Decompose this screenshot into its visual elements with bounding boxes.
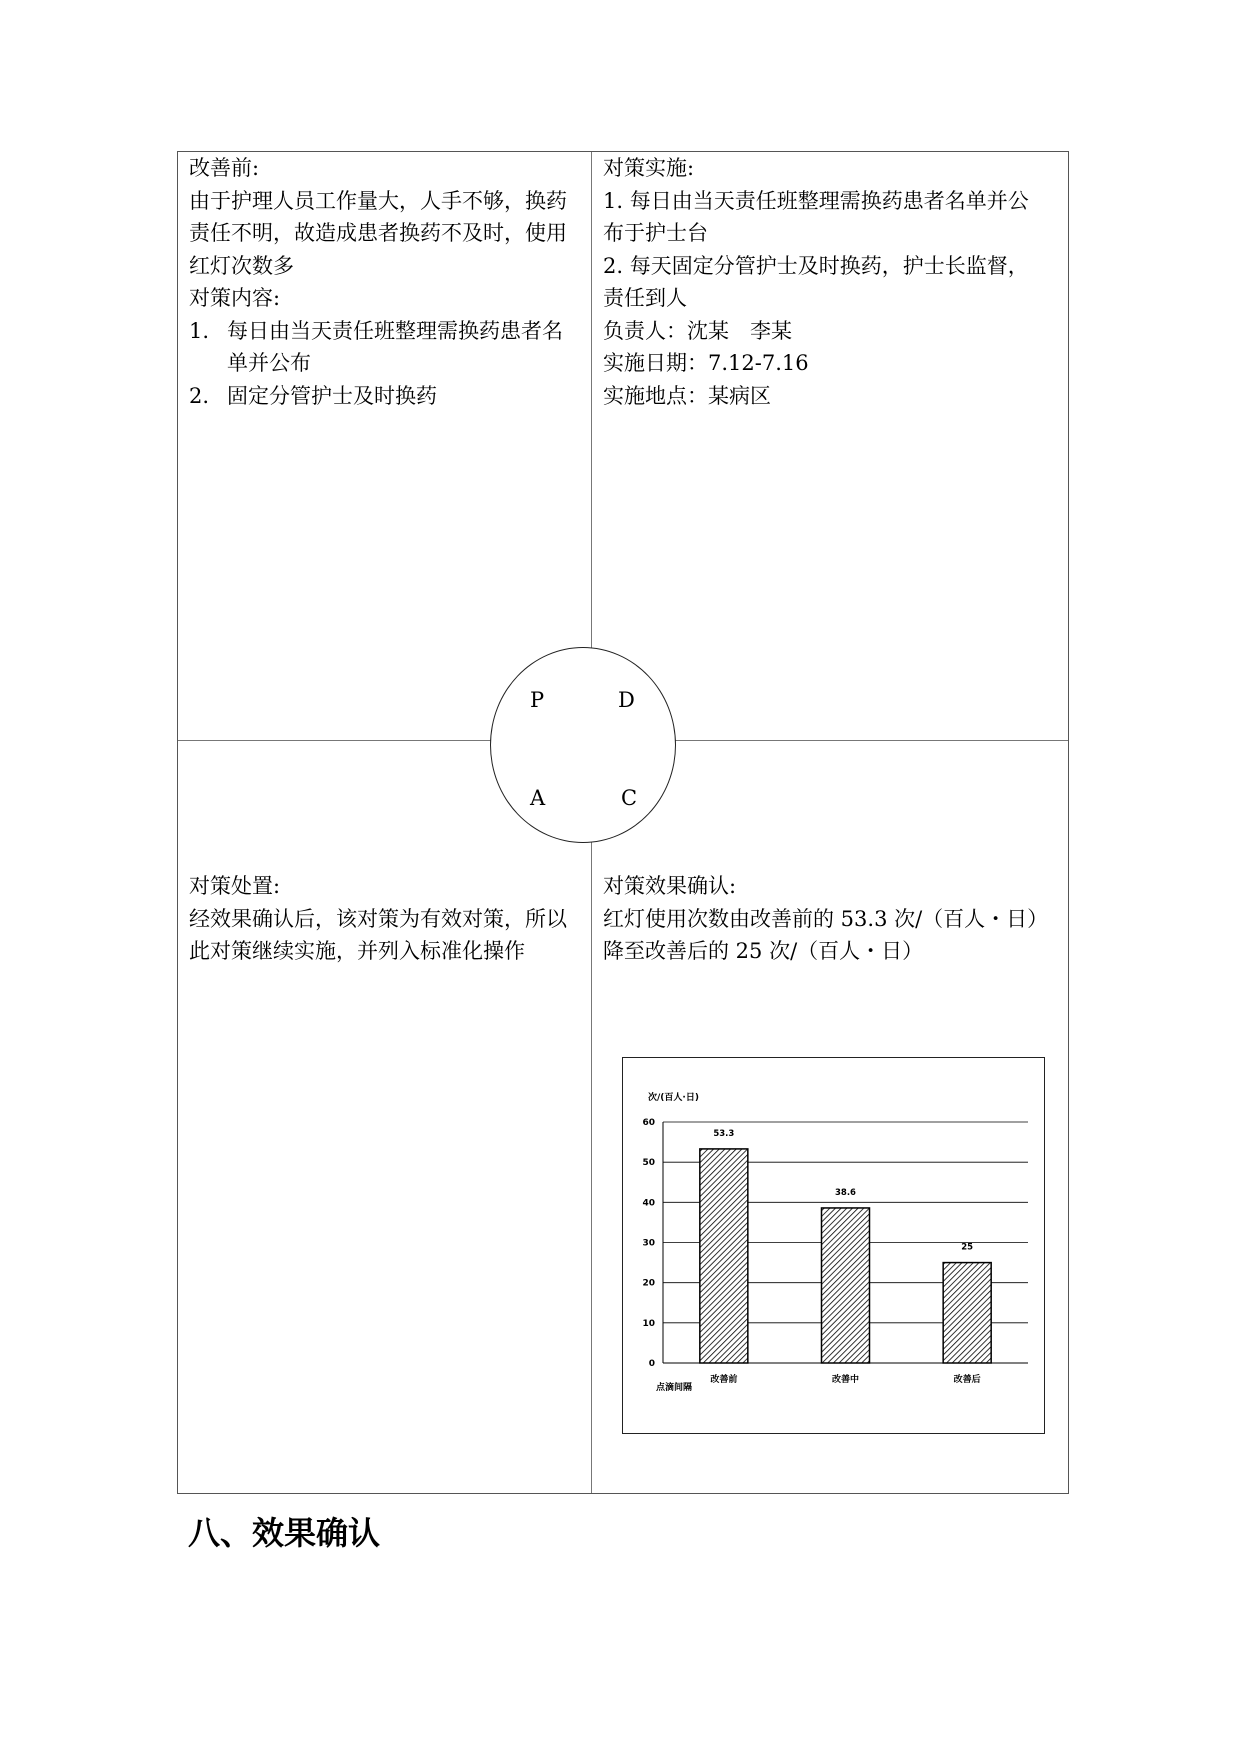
pdca-circle	[490, 647, 676, 843]
do-title: 对策实施:	[603, 156, 695, 180]
section-heading: 八、效果确认	[188, 1514, 381, 1552]
bar	[700, 1149, 748, 1363]
y-axis-label: 次/(百人·日)	[648, 1093, 699, 1103]
y-tick-label: 30	[642, 1238, 655, 1249]
y-tick-label: 0	[648, 1359, 655, 1369]
check-cell	[603, 870, 1063, 968]
do-line: 1. 每日由当天责任班整理需换药患者名单并公	[603, 188, 1029, 213]
bar	[822, 1208, 870, 1363]
x-axis-label: 点滴间隔	[656, 1383, 693, 1393]
pdca-c-label: C	[621, 786, 638, 810]
pdca-p-label: P	[530, 688, 545, 712]
do-responsible: 负责人：沈某 李某	[603, 318, 792, 343]
do-line: 布于护士台	[603, 221, 708, 245]
measure-line: 固定分管护士及时换药	[227, 383, 437, 408]
do-cell	[603, 152, 1063, 412]
plan-line: 由于护理人员工作量大，人手不够，换药	[189, 188, 567, 213]
measures-list	[189, 315, 584, 413]
do-line: 2. 每天固定分管护士及时换药，护士长监督，	[603, 253, 1029, 278]
bar	[943, 1263, 991, 1363]
measure-item	[189, 315, 584, 380]
act-line: 经效果确认后，该对策为有效对策，所以	[189, 906, 567, 931]
plan-line: 红灯次数多	[189, 253, 294, 278]
bar-value-label: 38.6	[835, 1187, 856, 1198]
act-line: 此对策继续实施，并列入标准化操作	[189, 939, 525, 963]
bar-value-label: 53.3	[713, 1128, 735, 1139]
x-tick-label: 改善后	[953, 1375, 981, 1385]
measure-line: 单并公布	[227, 351, 311, 375]
measures-title: 对策内容:	[189, 286, 281, 310]
y-tick-label: 50	[642, 1158, 655, 1169]
plan-title: 改善前:	[189, 156, 260, 180]
do-location: 实施地点：某病区	[603, 383, 771, 408]
bar-value-label: 25	[961, 1242, 974, 1253]
measure-line: 每日由当天责任班整理需换药患者名	[227, 318, 563, 343]
plan-line: 责任不明，故造成患者换药不及时，使用	[189, 221, 567, 245]
bar-chart	[622, 1057, 1045, 1434]
check-line: 降至改善后的 25 次/（百人・日）	[603, 939, 924, 963]
measure-number: 1.	[189, 318, 210, 343]
y-tick-label: 40	[642, 1198, 655, 1209]
check-title: 对策效果确认:	[603, 874, 737, 898]
bar-chart-svg	[623, 1058, 1046, 1435]
x-tick-label: 改善中	[831, 1375, 860, 1385]
pdca-a-label: A	[530, 786, 546, 810]
y-tick-label: 60	[642, 1118, 655, 1128]
x-tick-label: 改善前	[710, 1375, 738, 1385]
do-date: 实施日期：7.12-7.16	[603, 351, 809, 375]
act-title: 对策处置:	[189, 874, 281, 898]
y-tick-label: 10	[642, 1318, 655, 1329]
act-cell	[189, 870, 584, 968]
pdca-d-label: D	[618, 688, 635, 712]
check-line: 红灯使用次数由改善前的 53.3 次/（百人・日）	[603, 906, 1049, 931]
measure-item	[189, 380, 584, 413]
chart-plot-area	[642, 1118, 1028, 1385]
y-tick-label: 20	[642, 1278, 655, 1289]
plan-cell	[189, 152, 584, 412]
measure-number: 2.	[189, 383, 210, 408]
do-line: 责任到人	[603, 286, 687, 310]
